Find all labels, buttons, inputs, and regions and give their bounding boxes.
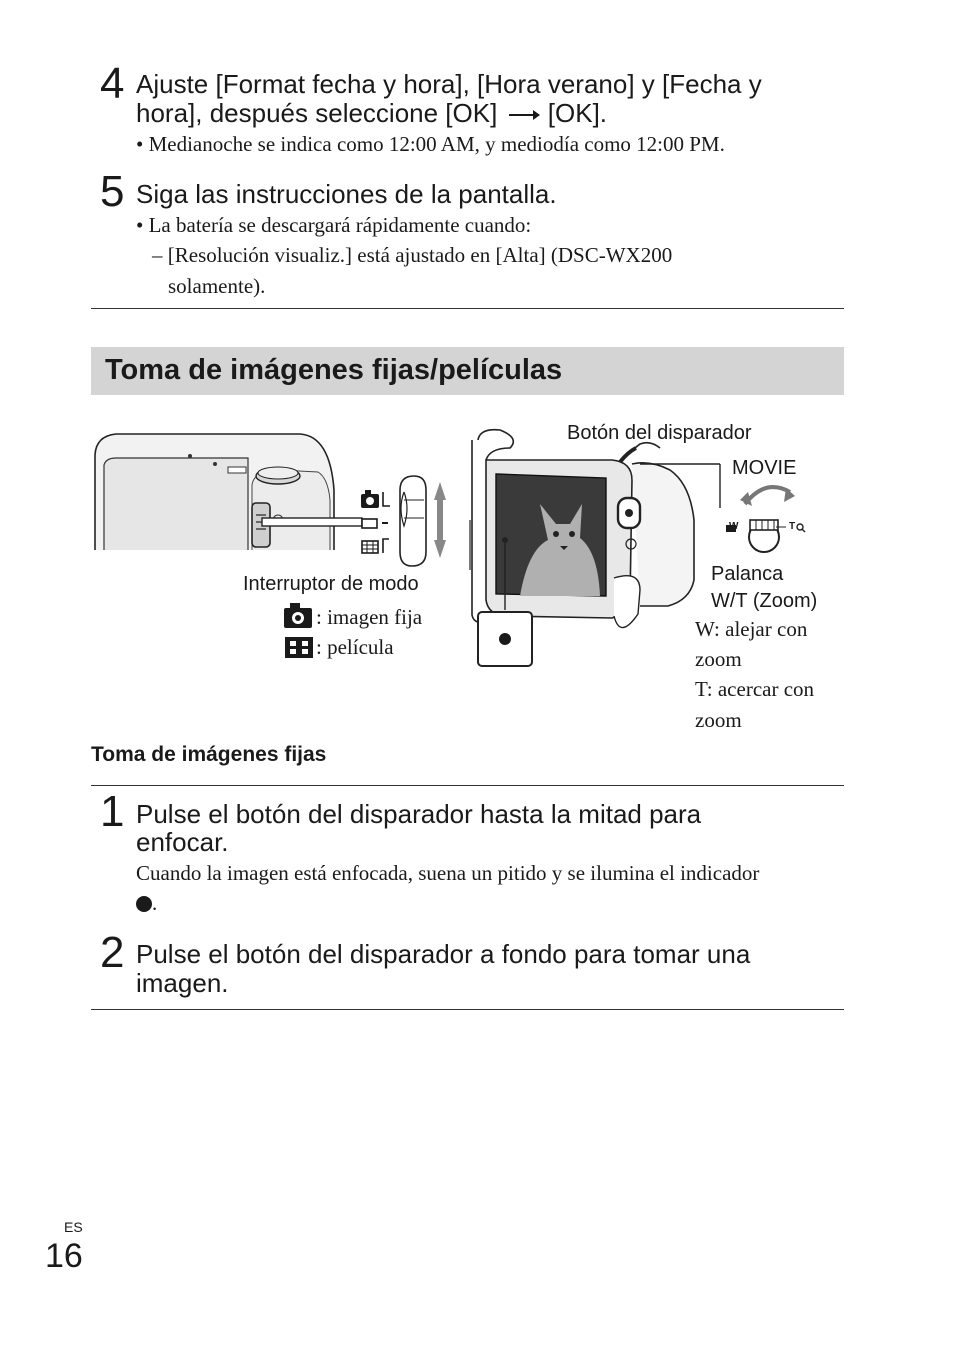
step-4-title-part-b: [OK].: [547, 98, 608, 128]
step-5-title: Siga las instrucciones de la pantalla.: [136, 179, 557, 209]
step-4-title-part-a: hora], después seleccione [OK]: [136, 98, 498, 128]
slide-arrow-icon: [434, 482, 446, 558]
shutter-button: [620, 448, 636, 462]
divider: [91, 785, 844, 786]
lever-w-label: W: [729, 521, 739, 532]
still-image-legend-icon: [284, 603, 312, 628]
mode-switch-label: Interruptor de modo: [243, 573, 419, 595]
step-5-dash-line1: – [Resolución visualiz.] está ajustado en [Alta] (DSC-WX200: [152, 243, 673, 267]
mode-switch-callout: [262, 518, 362, 526]
focus-indicator-dot-icon: [136, 896, 152, 912]
step-1-number: 1: [100, 787, 125, 836]
t-desc-line1: T: acercar con: [695, 677, 815, 701]
step-4-bullet: • Medianoche se indica como 12:00 AM, y mediodía como 12:00 PM.: [136, 132, 725, 156]
language-code: ES: [64, 1219, 83, 1235]
step-5-dash-line2: solamente).: [168, 274, 266, 298]
t-desc-line2: zoom: [695, 708, 742, 732]
step-1-body-line1: Cuando la imagen está enfocada, suena un pitido y se ilumina el indicador: [136, 861, 760, 885]
step-1-title-line2: enfocar.: [136, 827, 229, 857]
step-4-title-line1: Ajuste [Format fecha y hora], [Hora verano] y [Fecha y: [136, 69, 762, 99]
page-number: 16: [45, 1237, 83, 1275]
lever-label-line2: W/T (Zoom): [711, 590, 818, 612]
section-title: Toma de imágenes fijas/películas: [105, 354, 563, 386]
step-1-body-line2: [136, 888, 157, 918]
subsection-title: Toma de imágenes fijas: [91, 743, 327, 766]
w-desc-line2: zoom: [695, 647, 742, 671]
step-5-bullet: • La batería se descargará rápidamente cuando:: [136, 213, 532, 237]
lever-label-line1: Palanca: [711, 563, 784, 585]
movie-legend-icon: [285, 637, 313, 658]
step-2-title-line1: Pulse el botón del disparador a fondo para tomar una: [136, 939, 751, 969]
lever-t-label: T: [789, 521, 796, 532]
right-arrow-icon: [505, 108, 541, 122]
movie-mode-icon: [362, 539, 389, 553]
step-4-number: 4: [100, 59, 125, 108]
section-banner: [91, 347, 844, 395]
shutter-label: Botón del disparador: [567, 422, 752, 444]
mode-slider: [400, 476, 426, 566]
camera-top-view: [95, 434, 334, 550]
movie-legend: : película: [316, 635, 394, 659]
step-1-title-line1: Pulse el botón del disparador hasta la mitad para: [136, 799, 702, 829]
divider: [91, 308, 844, 309]
still-camera-mode-icon: [361, 490, 390, 508]
step-1-body-period: .: [152, 891, 158, 915]
zoom-lever-icon: [726, 487, 805, 552]
camera-in-hands: [470, 430, 694, 628]
movie-button: [618, 498, 640, 528]
still-legend: : imagen fija: [316, 605, 423, 629]
focus-indicator-box: [478, 612, 532, 666]
w-desc-line1: W: alejar con: [695, 617, 808, 641]
step-2-title-line2: imagen.: [136, 968, 229, 998]
divider: [91, 1009, 844, 1010]
movie-label: MOVIE: [732, 457, 797, 479]
auto-mode-icon: [362, 519, 388, 528]
mode-icons: [361, 490, 390, 553]
step-2-number: 2: [100, 928, 125, 977]
step-4-title-line2: [136, 99, 607, 128]
step-5-number: 5: [100, 167, 125, 216]
